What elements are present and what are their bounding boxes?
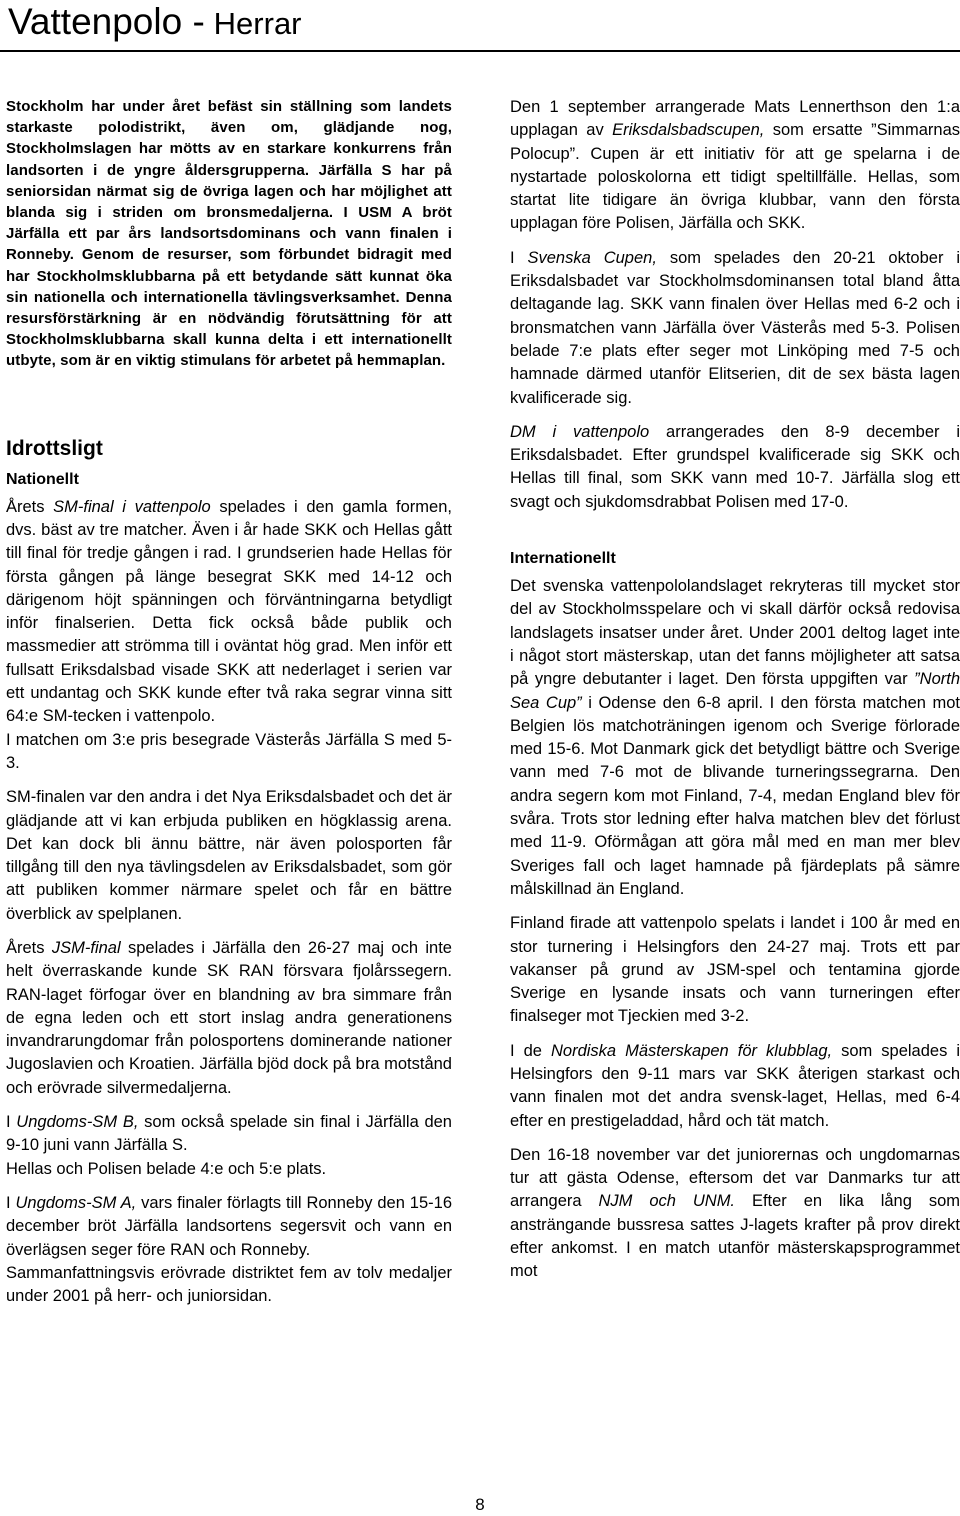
text-run: Årets xyxy=(6,497,54,516)
emphasis-run: DM i vattenpolo xyxy=(510,422,650,441)
paragraph-eriksdalsbadscupen xyxy=(510,96,960,236)
emphasis-run: SM-final i vattenpolo xyxy=(53,497,211,516)
text-run: arrangerades den 8-9 december i Eriksdalsbadet. Efter grundspel kvalificerade sig SKK och Hellas till final, som SKK vann med 10-7. Järfälla slog ett svagt och sjukdomsdrabbat Polisen med 17-0. xyxy=(510,422,960,511)
paragraph-dm xyxy=(510,421,960,514)
paragraph-junior-odense xyxy=(510,1144,960,1284)
section-heading: Idrottsligt xyxy=(6,436,103,460)
text-run: i Odense den 6-8 april. I den första matchen mot Belgien lös matchoträningen igenom och Sverige förlorade med 15-6. Mot Danmark gick det betydligt bättre och Sverige vann med 7-6 mot de blivande turneringssegrarna. Den andra segern kom mot Finland, 7-4, medan England blev för svåra. Trots stor ledning efter halva matchen blev det förlust med 11-9. Oförmågan att göra mål med en man mer blev Sveriges fall och laget hamnade på fjärdeplats på sämre målskillnad än England. xyxy=(510,693,960,898)
paragraph-sm-final xyxy=(6,496,452,729)
emphasis-run: JSM-final xyxy=(51,938,121,957)
paragraph-summary: Sammanfattningsvis erövrade distriktet fem av tolv medaljer under 2001 på herr- och juniorsidan. xyxy=(6,1263,452,1306)
emphasis-run: NJM och UNM. xyxy=(598,1192,736,1211)
paragraph-jsm-final xyxy=(6,937,452,1100)
text-run: Årets xyxy=(6,938,52,957)
text-run: som också spelade sin final i Järfälla den 9-10 juni vann Järfälla S. xyxy=(6,1113,452,1155)
text-run: Den 16-18 november var det juniorernas och ungdomarnas tur att gästa Odense, eftersom det var Danmarks tur att arrangera xyxy=(510,1145,960,1211)
intro-paragraph: Stockholm har under året befäst sin ställning som landets starkaste polodistrikt, även om, glädjande nog, Stockholmslagen har mötts av en starkare konkurrens från landsorten i de yngre åldersgrupperna. Järfälla S har på seniorsidan närmat sig de övriga lagen och har möjlighet att blanda sig i striden om bronsmedaljerna. I USM A bröt Järfälla ett par års landsortsdominans och vann finalen i Ronneby. Genom de resurser, som förbundet bidragit med har Stockholmsklubbarna på ett betydande sätt kunnat öka sin nationella och internationella tävlingsverksamhet. Denna resursförstärkning är en nödvändig förutsättning för att Stockholmsklubbarna skall kunna delta i ett internationellt utbyte, som är en viktig stimulans för arbetet på hemmaplan. xyxy=(6,98,452,370)
paragraph-svenska-cupen xyxy=(510,247,960,410)
text-run: Den 1 september arrangerade Mats Lennerthson den 1:a upplagan av xyxy=(510,98,960,140)
text-run: I xyxy=(6,1193,16,1212)
sub-heading-internationellt: Internationellt xyxy=(510,550,616,568)
text-run: I xyxy=(510,248,528,267)
page-title xyxy=(8,0,302,46)
paragraph-nordiska xyxy=(510,1040,960,1133)
paragraph-bronze-match: I matchen om 3:e pris besegrade Västerås Järfälla S med 5-3. xyxy=(6,730,452,772)
title-main: Vattenpolo - xyxy=(8,1,205,42)
emphasis-run: ”North Sea Cup” xyxy=(510,670,960,712)
text-run: som spelades den 20-21 oktober i Eriksdalsbadet var Stockholmsdominansen total bland åtta deltagande lag. SKK vann finalen över Hellas med 6-2 och i bronsmatchen vann Järfälla över Västerås med 5-3. Polisen belade 7:e plats efter seger mot Linköping med 7-5 och hamnade därmed utanför Elitserien, dit de sex bästa lagen kvalificerade sig. xyxy=(510,248,960,407)
left-column xyxy=(6,96,452,1308)
text-run: Det svenska vattenpololandslaget rekryteras till mycket stor del av Stockholmsspelare och vi skall därför också redovisa landslagets insatser under året. Under 2001 deltog laget inte i något stort mästerskap, utan det fanns möjligheter att satsa på yngre debutanter i laget. Den första uppgiften var xyxy=(510,577,960,689)
paragraph-arena: SM-finalen var den andra i det Nya Eriksdalsbadet och det är glädjande att vi kan erbjuda publiken en högklassig arena. Det kan dock bli ännu bättre, när även polosporten får tillgång till den nya tävlingsdelen av Eriksdalsbadet, som gör att publiken kommer närmare spelet och får en bättre överblick av spelplanen. xyxy=(6,788,452,923)
sub-heading-nationellt: Nationellt xyxy=(6,470,79,488)
text-run: I xyxy=(6,1113,17,1132)
paragraph-finland: Finland firade att vattenpolo spelats i landet i 100 år med en stor turnering i Helsingfors den 24-27 maj. Trots ett par vakanser på grund av JSM-spel och tentamina gjorde Sverige en lysande insats och vann turneringen efter finalseger mot Tjeckien med 3-2. xyxy=(510,914,960,1026)
emphasis-run: Ungdoms-SM B, xyxy=(16,1113,139,1132)
text-run: som spelades i Helsingfors den 9-11 mars var SKK återigen starkast och vann finalen mot det andra svensk-laget, Hellas, med 6-4 efter en prestigeladdad, hård och tät match. xyxy=(510,1041,960,1130)
text-run: I de xyxy=(510,1041,551,1060)
paragraph-ungdoms-sm-b xyxy=(6,1111,452,1158)
right-column xyxy=(510,96,960,1284)
text-run: vars finaler förlagts till Ronneby den 15-16 december bröt Järfälla landsortens segersvit och vann en överlägsen seger före RAN och Ronneby. xyxy=(6,1193,453,1259)
paragraph-landslaget xyxy=(510,575,960,901)
paragraph-ungdoms-sm-a xyxy=(6,1192,452,1262)
emphasis-run: Ungdoms-SM A, xyxy=(15,1193,137,1212)
text-run: spelades i Järfälla den 26-27 maj och inte helt överraskande kunde SK RAN försvara fjolårssegern. RAN-laget förfogar över en blandning av bra simmare från de egna leden och ett stort inslag andra generationens invandrarungdomar från polosportens dominerande nationer Jugoslavien och Kroatien. Järfälla bjöd dock på bra motstånd och erövrade silvermedaljerna. xyxy=(6,938,452,1097)
text-run: spelades i den gamla formen, dvs. bäst av tre matcher. Även i år hade SKK och Hellas gått till final för tredje gången i rad. I grundserien hade Hellas för första gången på länge besegrat SKK med 14-12 och därigenom höjt spänningen och förväntningarna betydligt inför finalserien. Detta fick också både publik och massmedier att strömma till i oväntat hög grad. Men inför ett fullsatt Eriksdalsbad visade SKK att nederlaget i serien var ett undantag och SKK kunde efter två raka segrar vinna sitt 64:e SM-tecken i vattenpolo. xyxy=(6,497,452,726)
text-run: Efter en lika lång som ansträngande bussresa sattes J-lagets krafter på prov direkt efter ankomst. I en match utanför mästerskapsprogrammet mot xyxy=(510,1192,960,1281)
title-sub: Herrar xyxy=(213,6,302,41)
page-number: 8 xyxy=(475,1495,485,1514)
emphasis-run: Eriksdalsbadscupen, xyxy=(612,121,765,140)
emphasis-run: Svenska Cupen, xyxy=(527,248,657,267)
header-rule xyxy=(0,50,960,52)
emphasis-run: Nordiska Mästerskapen för klubblag, xyxy=(550,1041,833,1060)
paragraph-placements: Hellas och Polisen belade 4:e och 5:e plats. xyxy=(6,1159,327,1178)
text-run: som ersatte ”Simmarnas Polocup”. Cupen är ett initiativ för att ge spelarna i de nystartade poloskolorna ett tidigt speltillfälle. Hellas, som startat lite tidigare än övriga klubbar, vann den första upplagan före Polisen, Järfälla och SKK. xyxy=(510,121,960,233)
